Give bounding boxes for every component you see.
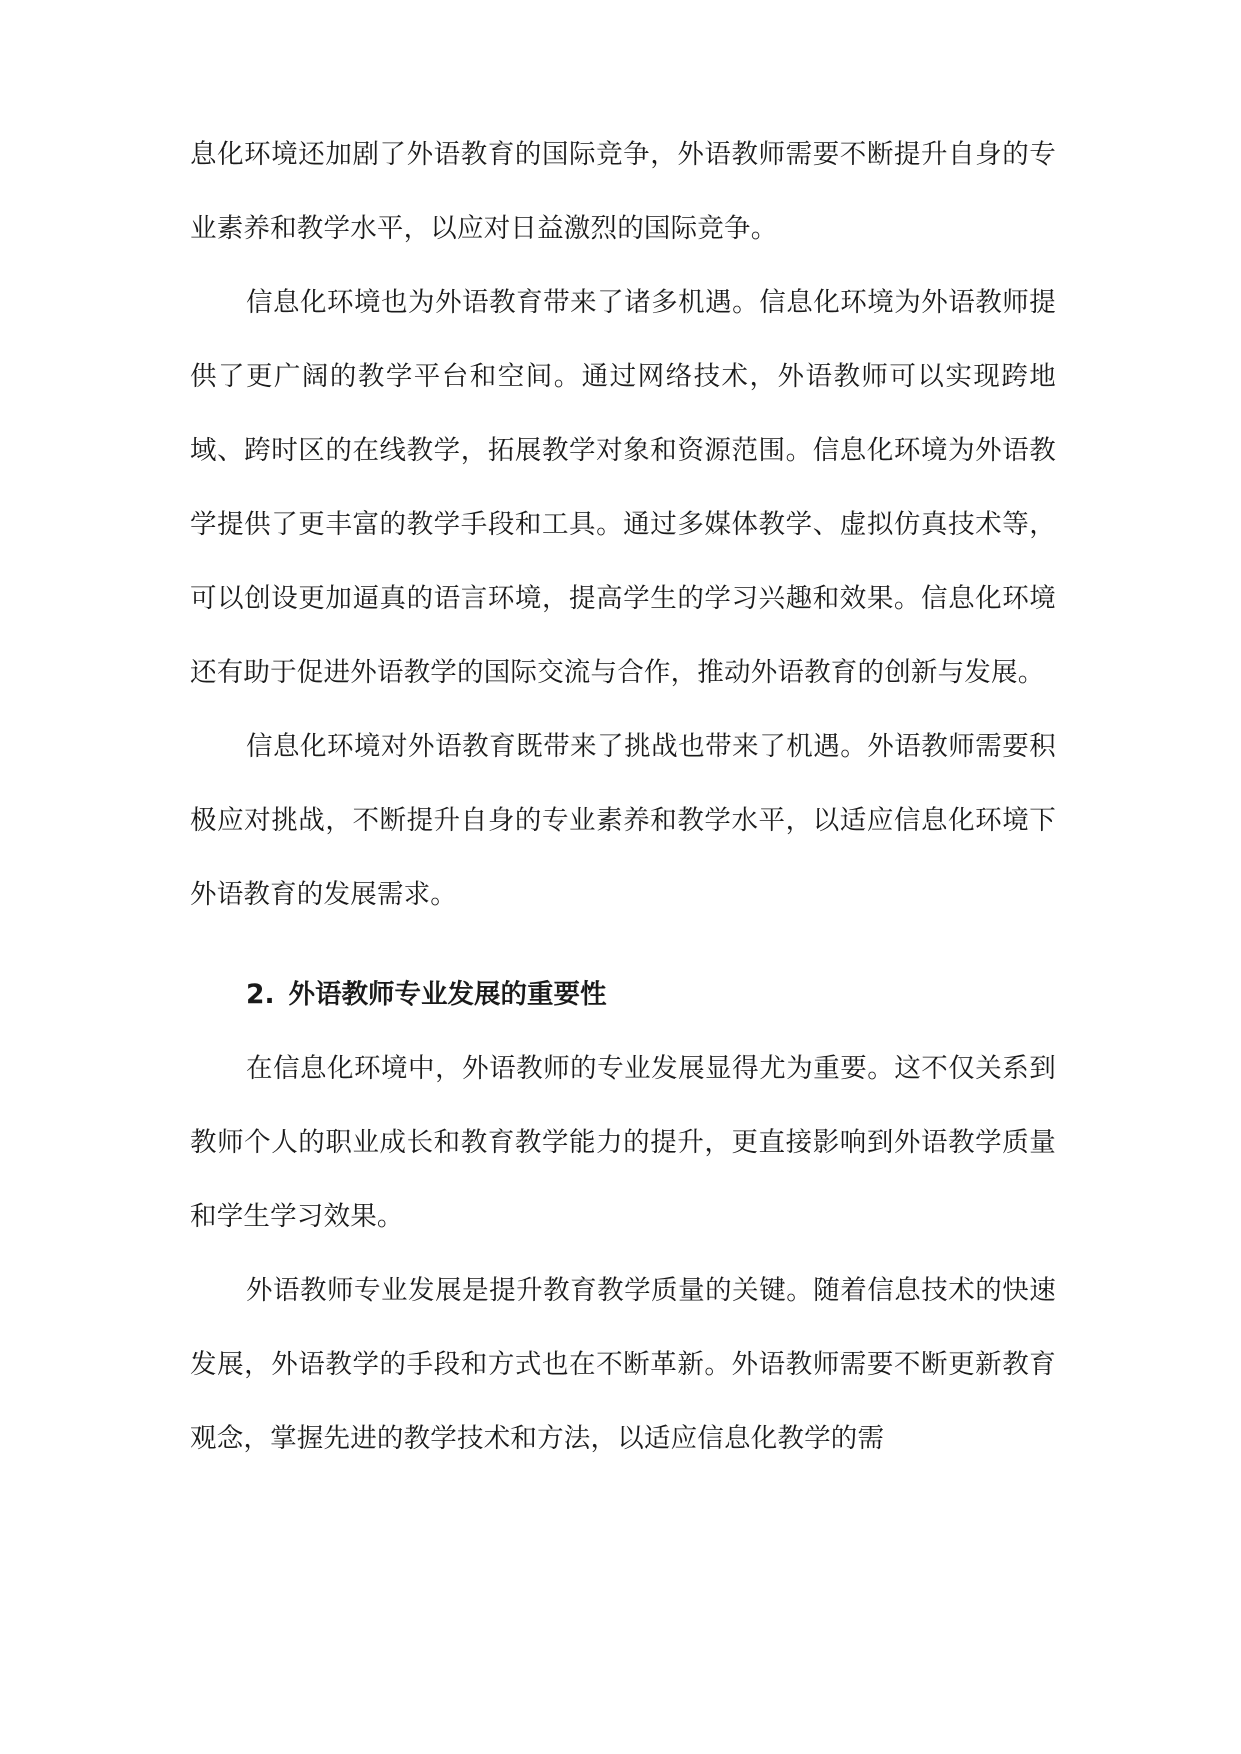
- section-number: 2.: [246, 979, 275, 1010]
- paragraph-importance: 在信息化环境中，外语教师的专业发展显得尤为重要。这不仅关系到教师个人的职业成长和教育教学能力的提升，更直接影响到外语教学质量和学生学习效果。: [190, 1053, 1056, 1232]
- paragraph-opportunities: 信息化环境也为外语教育带来了诸多机遇。信息化环境为外语教师提供了更广阔的教学平台和空间。通过网络技术，外语教师可以实现跨地域、跨时区的在线教学，拓展教学对象和资源范围。信息化环境为外语教学提供了更丰富的教学手段和工具。通过多媒体教学、虚拟仿真技术等，可以创设更加逼真的语言环境，提高学生的学习兴趣和效果。信息化环境还有助于促进外语教学的国际交流与合作，推动外语教育的创新与发展。: [190, 287, 1056, 688]
- section-heading: [190, 958, 1056, 1032]
- document-page: [190, 118, 1056, 1476]
- paragraph-key-to-quality: 外语教师专业发展是提升教育教学质量的关键。随着信息技术的快速发展，外语教学的手段和方式也在不断革新。外语教师需要不断更新教育观念，掌握先进的教学技术和方法，以适应信息化教学的需: [190, 1275, 1056, 1454]
- paragraph-continuation: 息化环境还加剧了外语教育的国际竞争，外语教师需要不断提升自身的专业素养和教学水平，以应对日益激烈的国际竞争。: [190, 139, 1056, 244]
- section-title: 外语教师专业发展的重要性: [288, 979, 607, 1010]
- paragraph-challenges-summary: 信息化环境对外语教育既带来了挑战也带来了机遇。外语教师需要积极应对挑战，不断提升自身的专业素养和教学水平，以适应信息化环境下外语教育的发展需求。: [190, 731, 1056, 910]
